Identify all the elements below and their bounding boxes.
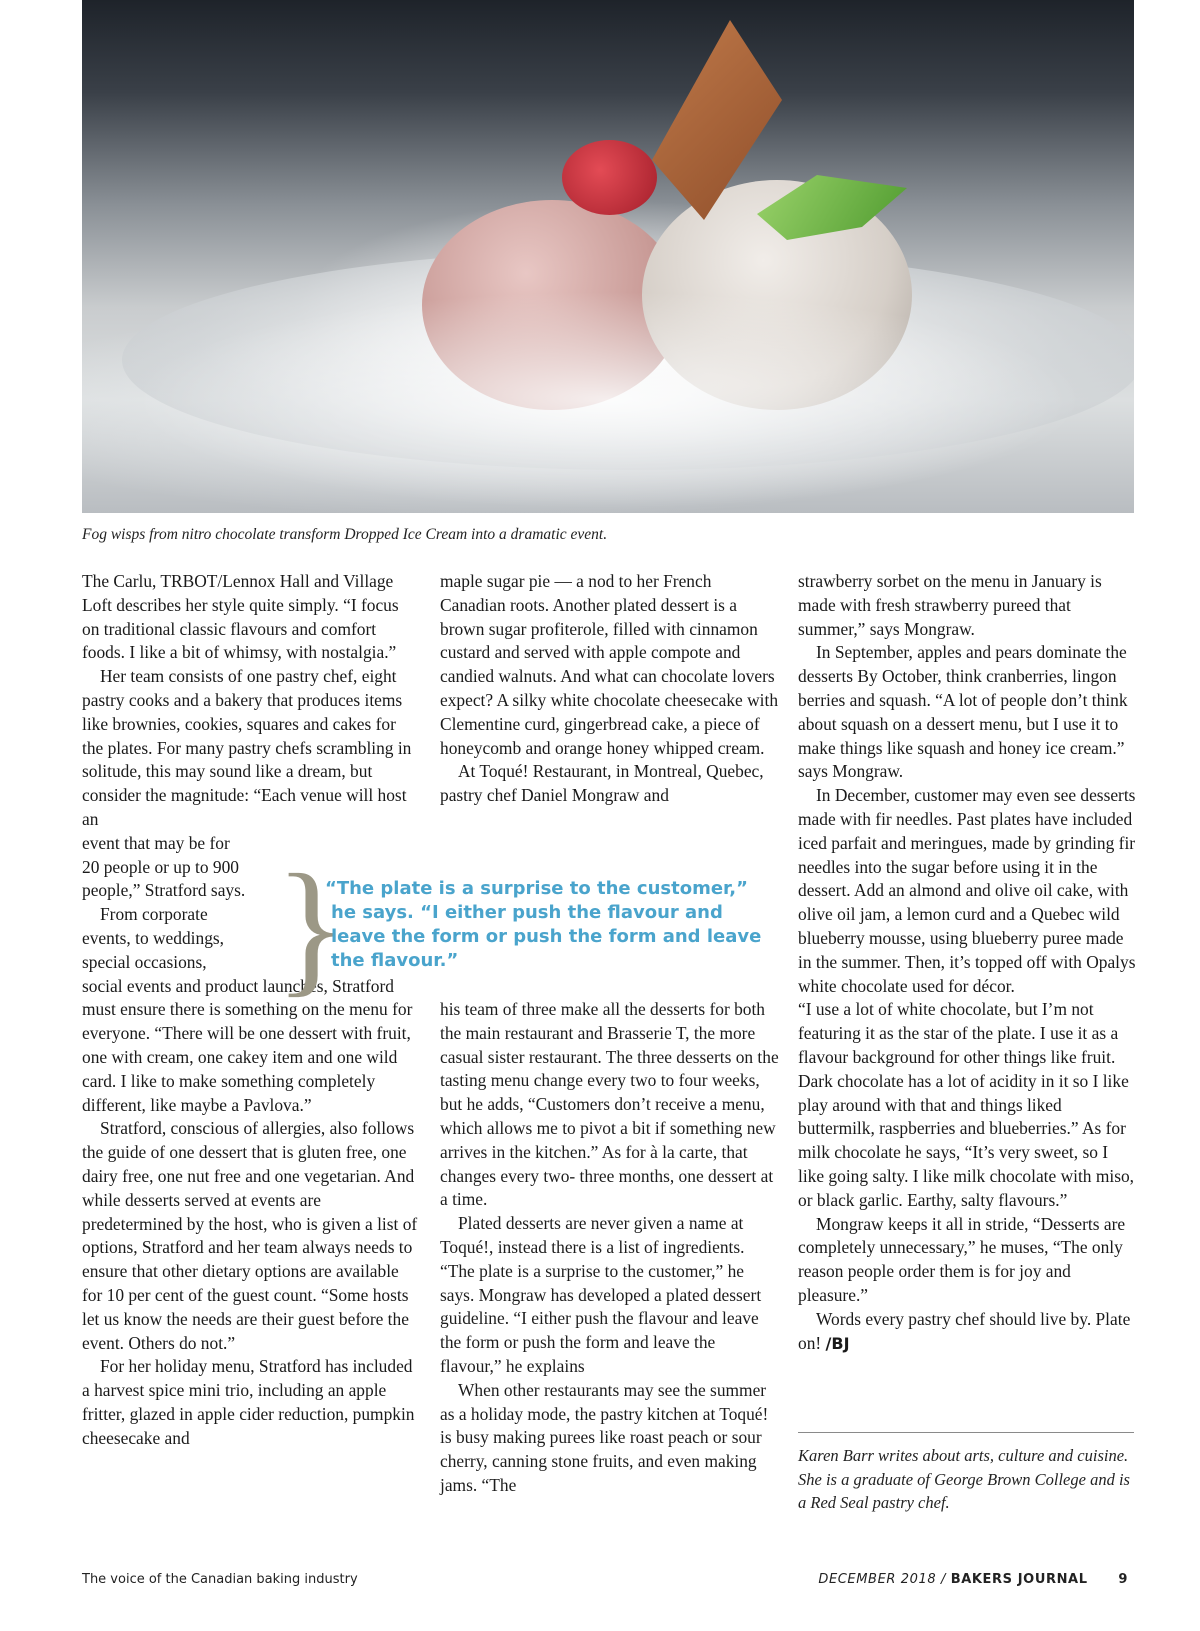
paragraph-line: people,” Stratford says. (82, 880, 246, 901)
paragraph: Her team consists of one pastry chef, eight pastry cooks and a bakery that produces items like brownies, cookies, squares and cakes for the plates. For many pastry chefs scrambling in solitude, this may sound like a dream, but consider the magnitude: “Each venue will host an (82, 666, 412, 829)
pull-quote-line: leave the form or push the form and leave (331, 926, 762, 947)
photo-caption: Fog wisps from nitro chocolate transform Dropped Ice Cream into a dramatic event. (82, 526, 608, 543)
paragraph-line: 20 people or up to 900 (82, 856, 239, 877)
pull-quote-line: “The plate is a surprise to the customer,” (325, 878, 748, 899)
paragraph: Plated desserts are never given a name at Toqué!, instead there is a list of ingredients. “The plate is a surprise to the customer,” he says. Mongraw has developed a plated dessert guideline. “I either push the flavour and leave the form or push the form and leave the flavour,” he explains (440, 1213, 762, 1376)
fog-overlay (82, 280, 1134, 513)
paragraph (798, 1308, 1136, 1356)
paragraph: social events and product launches, Stratford must ensure there is something on the menu for everyone. “There will be one dessert with fruit, one with cream, one cakey item and one wild card. I like to make something completely different, like maybe a Pavlova.” (82, 975, 413, 1115)
footer-folio (818, 1572, 1128, 1587)
paragraph-line: event that may be for (82, 832, 230, 853)
article-column-3 (798, 570, 1136, 1355)
closing-line: Words every pastry chef should live by. Plate on! (798, 1308, 1131, 1353)
paragraph: maple sugar pie — a nod to her French Canadian roots. Another plated dessert is a brown sugar profiterole, filled with cinnamon custard and served with apple compote and candied walnuts. And what can chocolate lovers expect? A silky white chocolate cheesecake with Clementine curd, gingerbread cake, a piece of honeycomb and orange honey whipped cream. (440, 571, 779, 758)
pull-quote-line: the flavour.” (331, 950, 459, 971)
paragraph: At Toqué! Restaurant, in Montreal, Quebec, pastry chef Daniel Mongraw and (440, 761, 764, 806)
paragraph: “I use a lot of white chocolate, but I’m not featuring it as the star of the plate. I use it as a flavour background for other things like fruit. Dark chocolate has a lot of acidity in it so I like play around with that and things liked buttermilk, raspberries and blueberries.” As for milk chocolate he says, “It’s very sweet, so I like going salty. I like milk chocolate with miso, or black garlic. Earthy, salty flavours.” (798, 999, 1135, 1210)
pull-quote (325, 877, 775, 973)
article-column-2-bottom (440, 998, 780, 1498)
pull-quote-line: he says. “I either push the flavour and (331, 902, 723, 923)
bio-divider (798, 1432, 1134, 1433)
paragraph-line: From corporate (100, 904, 208, 925)
hero-photo (82, 0, 1134, 513)
paragraph: For her holiday menu, Stratford has included a harvest spice mini trio, including an apple fritter, glazed in apple cider reduction, pumpkin cheesecake and (82, 1356, 415, 1448)
page-number: 9 (1118, 1572, 1128, 1587)
footer-tagline: The voice of the Canadian baking industry (82, 1572, 358, 1587)
strawberry-garnish (562, 140, 657, 215)
paragraph: his team of three make all the desserts for both the main restaurant and Brasserie T, the more casual sister restaurant. The three desserts on the tasting menu change every two to four weeks, but he adds, “Customers don’t receive a menu, which allows me to pivot a bit if something new arrives in the kitchen.” As for à la carte, that changes every two- three months, one dessert at a time. (440, 999, 779, 1210)
author-bio: Karen Barr writes about arts, culture and cuisine. She is a graduate of George Brown College and is a Red Seal pastry chef. (798, 1446, 1130, 1513)
paragraph: strawberry sorbet on the menu in January is made with fresh strawberry pureed that summer,” says Mongraw. (798, 571, 1102, 639)
paragraph-line: special occasions, (82, 951, 207, 972)
signature: /BJ (825, 1333, 850, 1353)
paragraph: When other restaurants may see the summer as a holiday mode, the pastry kitchen at Toqué! is busy making purees like roast peach or sour cherry, canning stone fruits, and even making jams. “The (440, 1379, 769, 1495)
paragraph: In September, apples and pears dominate the desserts By October, think cranberries, lingon berries and squash. “A lot of people don’t think about squash on a dessert menu, but I use it to make things like squash and honey ice cream.” says Mongraw. (798, 642, 1128, 782)
publication-name: BAKERS JOURNAL (950, 1572, 1088, 1587)
paragraph: The Carlu, TRBOT/Lennox Hall and Village Loft describes her style quite simply. “I focus on traditional classic flavours and comfort foods. I like a bit of whimsy, with nostalgia.” (82, 571, 399, 663)
paragraph: In December, customer may even see desserts made with fir needles. Past plates have included iced parfait and meringues, made by grinding fir needles into the sugar before using it in the dessert. Add an almond and olive oil cake, with olive oil jam, a lemon curd and a Quebec wild blueberry mousse, using blueberry puree made in the summer. Then, it’s topped off with Opalys white chocolate used for décor. (798, 785, 1136, 996)
paragraph: Mongraw keeps it all in stride, “Desserts are completely unnecessary,” he muses, “The only reason people order them is for joy and pleasure.” (798, 1213, 1126, 1305)
issue-date: DECEMBER 2018 (818, 1572, 937, 1587)
article-column-2-top (440, 570, 780, 808)
paragraph-line: events, to weddings, (82, 927, 225, 948)
brace-icon: } (275, 844, 347, 1010)
article-column-1 (82, 570, 420, 1450)
folio-separator: / (940, 1572, 946, 1587)
paragraph: Stratford, conscious of allergies, also follows the guide of one dessert that is gluten free, one dairy free, one nut free and one vegetarian. And while desserts served at events are predetermined by the host, who is given a list of options, Stratford and her team always needs to ensure that other dietary options are available for 10 per cent of the guest count. “Some hosts let us know the needs are their guest before the event. Others do not.” (82, 1118, 418, 1353)
